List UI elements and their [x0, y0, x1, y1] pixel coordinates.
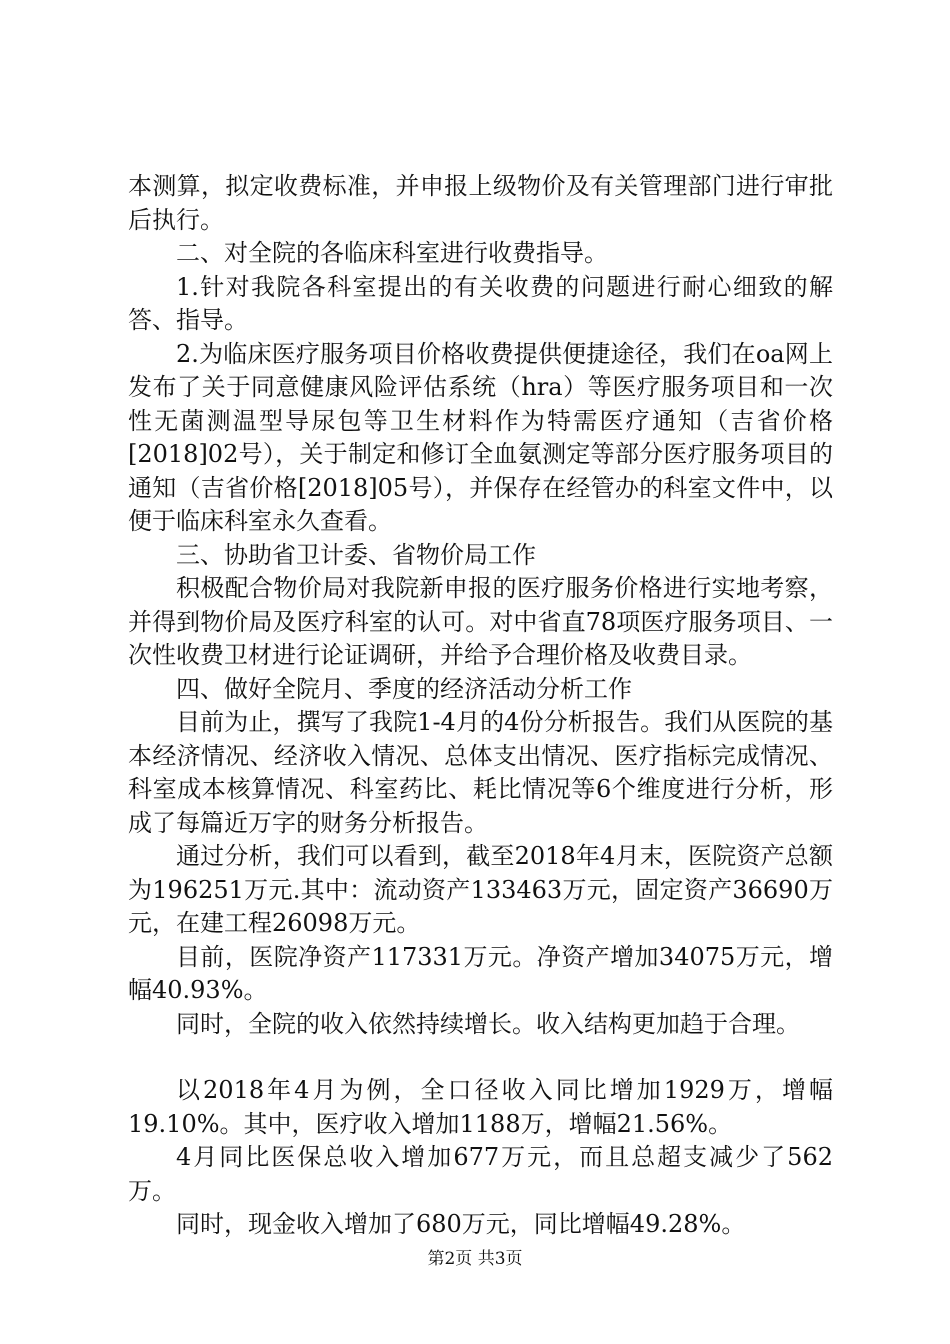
- paragraph-april-income: 以2018年4月为例，全口径收入同比增加1929万，增幅19.10%。其中，医疗收入增加1188万，增幅21.56%。: [128, 1076, 833, 1138]
- paragraph-1: 本测算，拟定收费标准，并申报上级物价及有关管理部门进行审批后执行。: [128, 172, 833, 234]
- paragraph-reports: 目前为止，撰写了我院1-4月的4份分析报告。我们从医院的基本经济情况、经济收入情况、总体支出情况、医疗指标完成情况、科室成本核算情况、科室药比、耗比情况等6个维度进行分析，形成了每篇近万字的财务分析报告。: [128, 708, 833, 837]
- paragraph-income-growth: 同时，全院的收入依然持续增长。收入结构更加趋于合理。: [176, 1009, 800, 1038]
- paragraph-insurance: 4月同比医保总收入增加677万元，而且总超支减少了562万。: [128, 1143, 833, 1205]
- paragraph-cooperation: 积极配合物价局对我院新申报的医疗服务价格进行实地考察，并得到物价局及医疗科室的认可。对中省直78项医疗服务项目、一次性收费卫材进行论证调研，并给予合理价格及收费目录。: [128, 574, 833, 669]
- paragraph-assets: 通过分析，我们可以看到，截至2018年4月末，医院资产总额为196251万元.其中：流动资产133463万元，固定资产36690万元，在建工程26098万元。: [128, 842, 833, 937]
- paragraph-cash-income: 同时，现金收入增加了680万元，同比增幅49.28%。: [176, 1210, 746, 1238]
- paragraph-net-assets: 目前，医院净资产117331万元。净资产增加34075万元，增幅40.93%。: [128, 942, 833, 1004]
- paragraph-item-1: 1.针对我院各科室提出的有关收费的问题进行耐心细致的解答、指导。: [128, 272, 833, 334]
- heading-section-2: 二、对全院的各临床科室进行收费指导。: [176, 239, 608, 267]
- page-footer: 第2页 共3页: [427, 1249, 523, 1269]
- document-body: [128, 170, 833, 1242]
- paragraph-item-2: 2.为临床医疗服务项目价格收费提供便捷途径，我们在oa网上发布了关于同意健康风险评估系统（hra）等医疗服务项目和一次性无菌测温型导尿包等卫生材料作为特需医疗通知（吉省价格[2018]02号），关于制定和修订全血氨测定等部分医疗服务项目的通知（吉省价格[2018]05号），并保存在经管办的科室文件中，以便于临床科室永久查看。: [128, 339, 833, 535]
- heading-section-4: 四、做好全院月、季度的经济活动分析工作: [176, 674, 632, 703]
- heading-section-3: 三、协助省卫计委、省物价局工作: [176, 540, 536, 569]
